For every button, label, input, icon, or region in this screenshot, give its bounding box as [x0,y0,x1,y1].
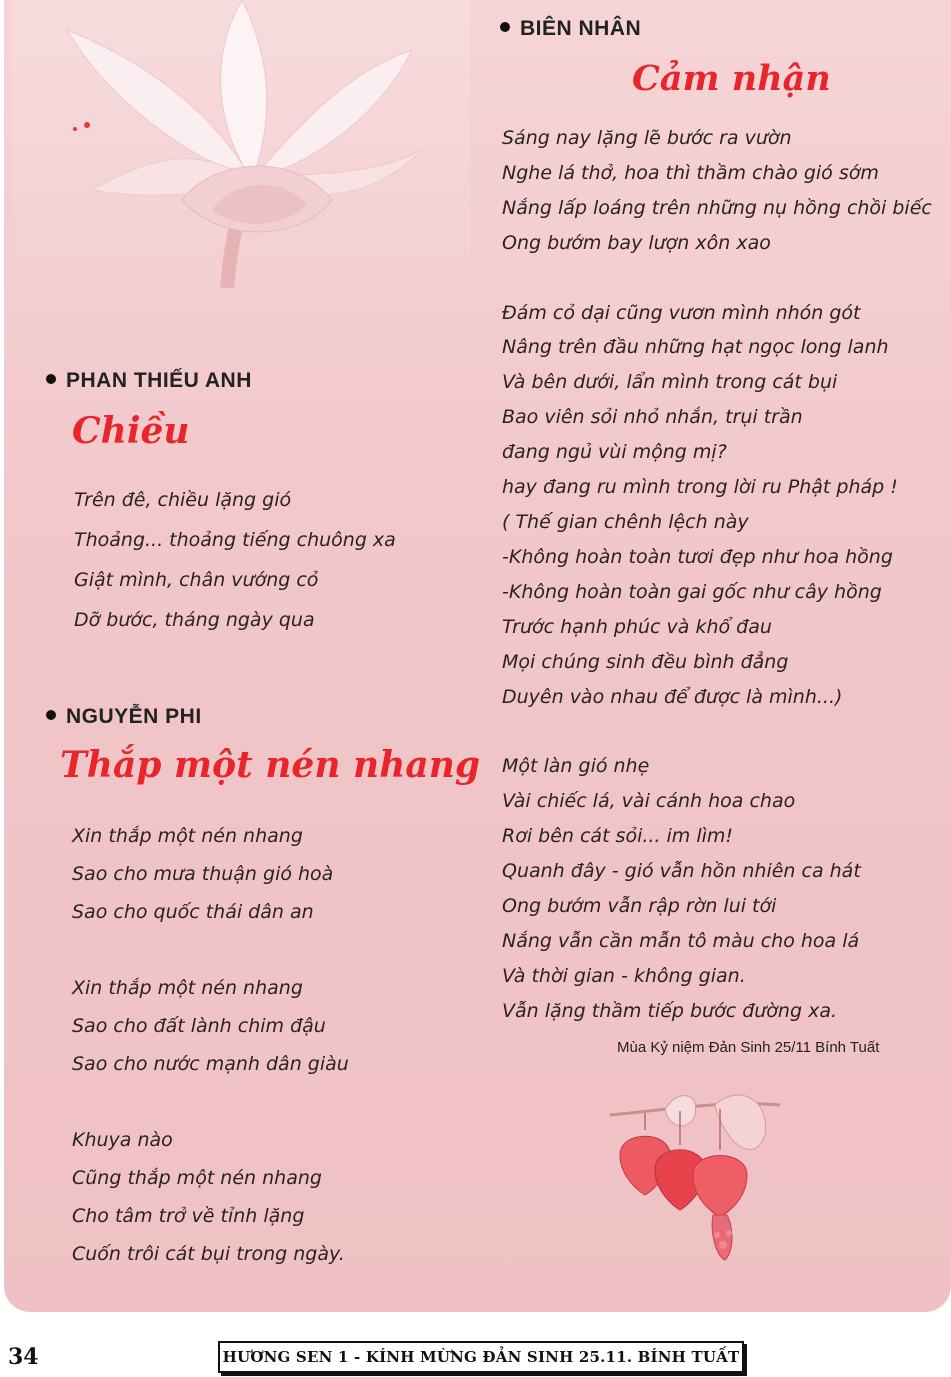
poem-line: ( Thế gian chênh lệch này [502,510,749,533]
poem-line: Nghe lá thở, hoa thì thầm chào gió sớm [502,161,879,184]
poem-line: Giật mình, chân vướng cỏ [74,569,319,591]
poem-line: Quanh đây - gió vẫn hồn nhiên ca hát [502,860,861,883]
poem-line: Nâng trên đầu những hạt ngọc long lanh [502,336,889,359]
poem-1-title: Cảm nhận [632,58,831,99]
poem-2-author: PHAN THIẾU ANH [46,369,252,393]
poem-line: Sáng nay lặng lẽ bước ra vườn [502,127,792,149]
poem-line: Nắng lấp loáng trên những nụ hồng chồi biếc [502,196,932,219]
poem-line: Xin thắp một nén nhang [72,977,303,999]
poem-line: Duyên vào nhau để được là mình...) [502,685,843,708]
poem-line: Và bên dưới, lẩn mình trong cát bụi [502,371,838,394]
lotus-flower-icon [12,0,470,288]
poem-line: Ong bướm bay lượn xôn xao [502,231,771,254]
poem-line: Sao cho quốc thái dân an [72,901,314,923]
poem-line: Sao cho mưa thuận gió hoà [72,863,334,885]
poem-line: Vẫn lặng thầm tiếp bước đường xa. [502,999,837,1022]
footer-banner: HƯƠNG SEN 1 - KÍNH MỪNG ĐẢN SINH 25.11. BÍNH TUẤT [218,1341,744,1373]
poem-line: Cho tâm trở về tỉnh lặng [72,1205,305,1227]
poem-line: Vài chiếc lá, vài cánh hoa chao [502,790,796,813]
poem-line: đang ngủ vùi mộng mị? [502,441,727,464]
poem-3-title: Thắp một nén nhang [60,744,481,786]
poem-2-title: Chiều [72,410,190,452]
poem-line [502,261,932,296]
poem-line: Cuốn trôi cát bụi trong ngày. [72,1243,345,1265]
poem-line: Sao cho nước mạnh dân giàu [72,1053,349,1075]
poem-line: Mọi chúng sinh đều bình đẳng [502,650,789,673]
poem-line: Ong bướm vẫn rập rờn lui tới [502,894,777,917]
poem-line: Thoảng... thoảng tiếng chuông xa [74,529,396,551]
bullet-icon [46,374,56,384]
lotus-illustration [12,0,470,288]
poem-line: Một làn gió nhẹ [502,755,650,778]
poem-line: Khuya nào [72,1129,173,1151]
poem-1-note: Mùa Kỷ niệm Đản Sinh 25/11 Bính Tuất [617,1039,880,1056]
poem-2-body [74,480,396,640]
bullet-icon [46,710,56,720]
poem-line: Trên đê, chiều lặng gió [74,489,292,511]
poem-1-author: BIÊN NHÂN [500,17,641,41]
poem-3-author: NGUYỄN PHI [46,705,202,729]
poem-3-body [72,817,349,1273]
poem-line: Cũng thắp một nén nhang [72,1167,322,1189]
poem-1-body [502,121,932,1029]
flower-illustration [605,1085,785,1275]
poem-line: hay đang ru mình trong lời ru Phật pháp ! [502,476,898,499]
poem-line: Đám cỏ dại cũng vươn mình nhón gót [502,301,861,324]
poem-line [72,931,349,969]
page-number: 34 [8,1344,39,1370]
poem-line: Sao cho đất lành chim đậu [72,1015,326,1037]
poem-line [502,714,932,749]
poem-line: Nắng vẫn cần mẫn tô màu cho hoa lá [502,929,860,952]
poem-line [72,1083,349,1121]
poem-line: Và thời gian - không gian. [502,964,746,987]
poem-line: Xin thắp một nén nhang [72,825,303,847]
bleeding-heart-flower-icon [605,1085,785,1275]
bullet-icon [500,22,510,32]
poem-line: -Không hoàn toàn gai gốc như cây hồng [502,580,882,603]
poem-line: Rơi bên cát sỏi... im lìm! [502,825,734,848]
poem-line: Bao viên sỏi nhỏ nhắn, trụi trần [502,406,803,429]
poem-line: -Không hoàn toàn tươi đẹp như hoa hồng [502,545,893,568]
poem-line: Dỡ bước, tháng ngày qua [74,609,315,631]
poem-line: Trước hạnh phúc và khổ đau [502,615,772,638]
